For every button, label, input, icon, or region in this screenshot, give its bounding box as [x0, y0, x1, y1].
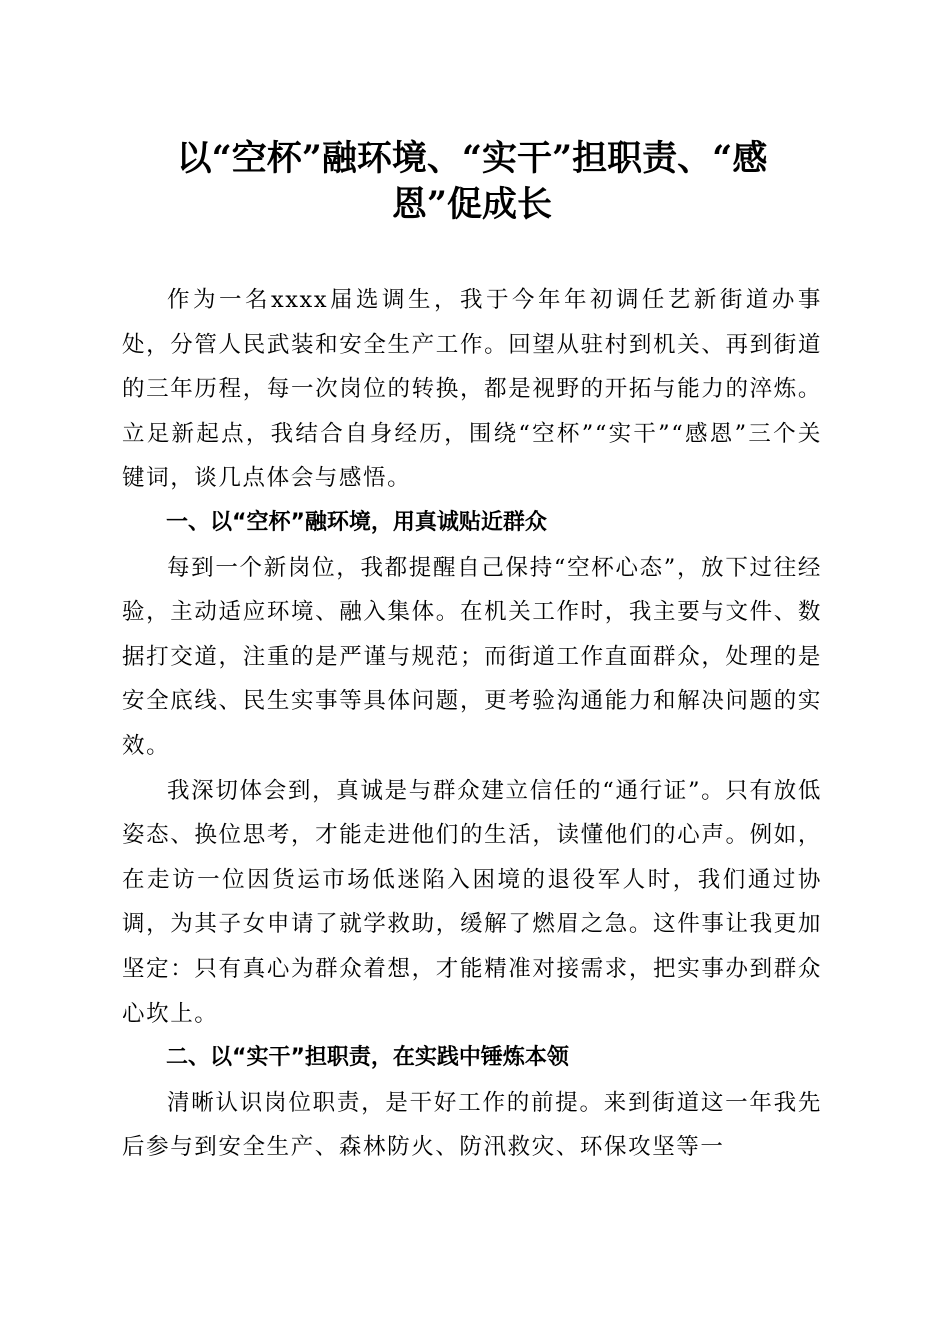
- section-heading-2: 二、以“实干”担职责，在实践中锤炼本领: [166, 1045, 569, 1071]
- paragraph-intro: 作为一名xxxx届选调生，我于今年年初调任艺新街道办事处，分管人民武装和安全生产工作。回望从驻村到机关、再到街道的三年历程，每一次岗位的转换，都是视野的开拓与能力的淬炼。立足新起点，我结合自身经历，围绕“空杯”“实干”“感恩”三个关键词，谈几点体会与感悟。: [122, 287, 822, 492]
- paragraph-section1-b: 我深切体会到，真诚是与群众建立信任的“通行证”。只有放低姿态、换位思考，才能走进他们的生活，读懂他们的心声。例如，在走访一位因货运市场低迷陷入困境的退役军人时，我们通过协调，为其子女申请了就学救助，缓解了燃眉之急。这件事让我更加坚定：只有真心为群众着想，才能精准对接需求，把实事办到群众心坎上。: [122, 777, 822, 1027]
- paragraph-section2-a: 清晰认识岗位职责，是干好工作的前提。来到街道这一年我先后参与到安全生产、森林防火、防汛救灾、环保攻坚等一: [122, 1089, 822, 1161]
- document-body: [122, 278, 822, 1170]
- title-line-2: 恩”促成长: [391, 184, 553, 225]
- title-line-1: 以“空杯”融环境、“实干”担职责、“感: [176, 138, 768, 179]
- section-heading-1: 一、以“空杯”融环境，用真诚贴近群众: [166, 509, 547, 535]
- paragraph-section1-a: 每到一个新岗位，我都提醒自己保持“空杯心态”，放下过往经验，主动适应环境、融入集体。在机关工作时，我主要与文件、数据打交道，注重的是严谨与规范；而街道工作直面群众，处理的是安全底线、民生实事等具体问题，更考验沟通能力和解决问题的实效。: [122, 554, 822, 759]
- document-title: [122, 136, 822, 228]
